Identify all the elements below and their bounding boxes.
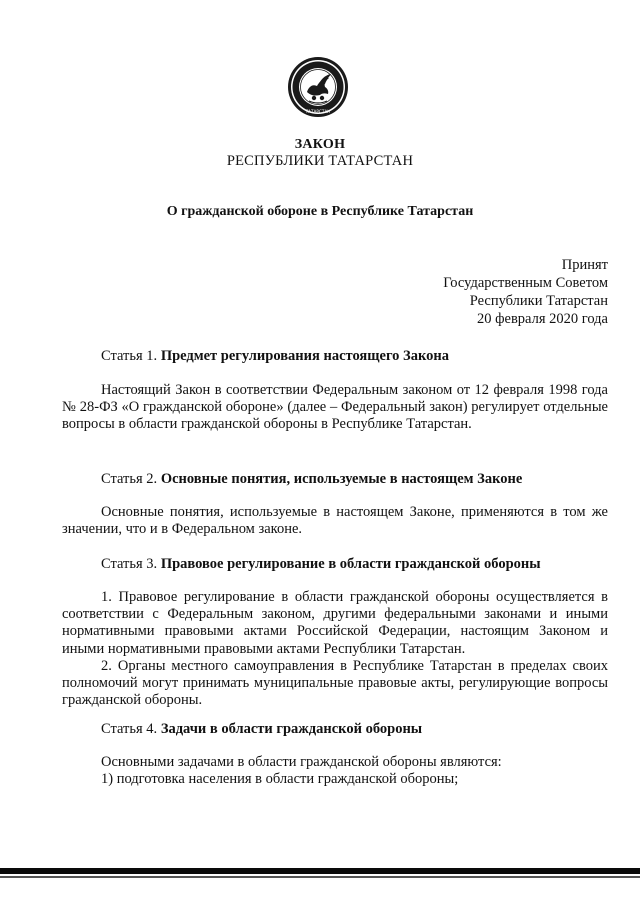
paragraph: Основными задачами в области гражданской обороны являются: xyxy=(101,754,502,770)
paragraph: 2. Органы местного самоуправления в Республике Татарстан в пределах своих полномочий могут принимать муниципальные правовые акты, регулирующие вопросы гражданской обороны. xyxy=(62,657,608,709)
scan-bottom-edge xyxy=(0,868,640,874)
article-title: Основные понятия, используемые в настоящем Законе xyxy=(160,471,523,487)
article-title: Предмет регулирования настоящего Закона xyxy=(160,348,449,364)
article-4 xyxy=(62,721,608,738)
paragraph: Настоящий Закон в соответствии Федеральным законом от 12 февраля 1998 года № 28-ФЗ «О гражданской обороне» (далее – Федеральный закон) регулирует отдельные вопросы в области гражданской обороны в Республике Татарстан. xyxy=(62,382,608,433)
adopted-line-1: Принят xyxy=(561,257,608,273)
document-title: ЗАКОН xyxy=(294,137,346,152)
adopted-line-2: Государственным Советом xyxy=(443,275,608,291)
document-subtitle: РЕСПУБЛИКИ ТАТАРСТАН xyxy=(226,153,414,169)
article-title: Задачи в области гражданской обороны xyxy=(160,721,423,737)
law-name: О гражданской обороне в Республике Татарстан xyxy=(166,204,474,219)
article-heading: Статья 2. Основные понятия, используемые в настоящем Законе xyxy=(101,471,523,487)
adopted-line-3: Республики Татарстан xyxy=(469,293,608,309)
article-title: Правовое регулирование в области гражданской обороны xyxy=(160,556,541,572)
paragraph: Основные понятия, используемые в настоящем Законе, применяются в том же значении, что и в Федеральном законе. xyxy=(62,504,608,538)
article-3-body xyxy=(62,589,608,709)
scan-bottom-edge-shadow xyxy=(0,876,640,878)
article-2-body xyxy=(62,504,608,538)
emblem-ring-text: ТАТАРСТАН xyxy=(305,109,331,114)
article-1-body xyxy=(62,382,608,434)
article-heading: Статья 1. Предмет регулирования настоящего Закона xyxy=(101,348,449,364)
article-heading: Статья 3. Правовое регулирование в области гражданской обороны xyxy=(101,556,541,572)
adoption-block xyxy=(443,256,608,328)
article-heading: Статья 4. Задачи в области гражданской обороны xyxy=(101,721,423,737)
article-1 xyxy=(62,348,608,365)
article-4-body xyxy=(62,754,608,788)
article-3 xyxy=(62,556,608,573)
adopted-line-4: 20 февраля 2020 года xyxy=(476,311,608,327)
paragraph: 1) подготовка населения в области гражданской обороны; xyxy=(101,771,459,788)
tatarstan-coat-of-arms-icon xyxy=(287,56,349,118)
paragraph: 1. Правовое регулирование в области гражданской обороны осуществляется в соответствии с Федеральным законом, другими федеральными законами и иными нормативными правовыми актами Российской Федерации, настоящим Законом и иными нормативными правовыми актами Республики Татарстан. xyxy=(62,589,608,657)
article-2 xyxy=(62,471,608,488)
